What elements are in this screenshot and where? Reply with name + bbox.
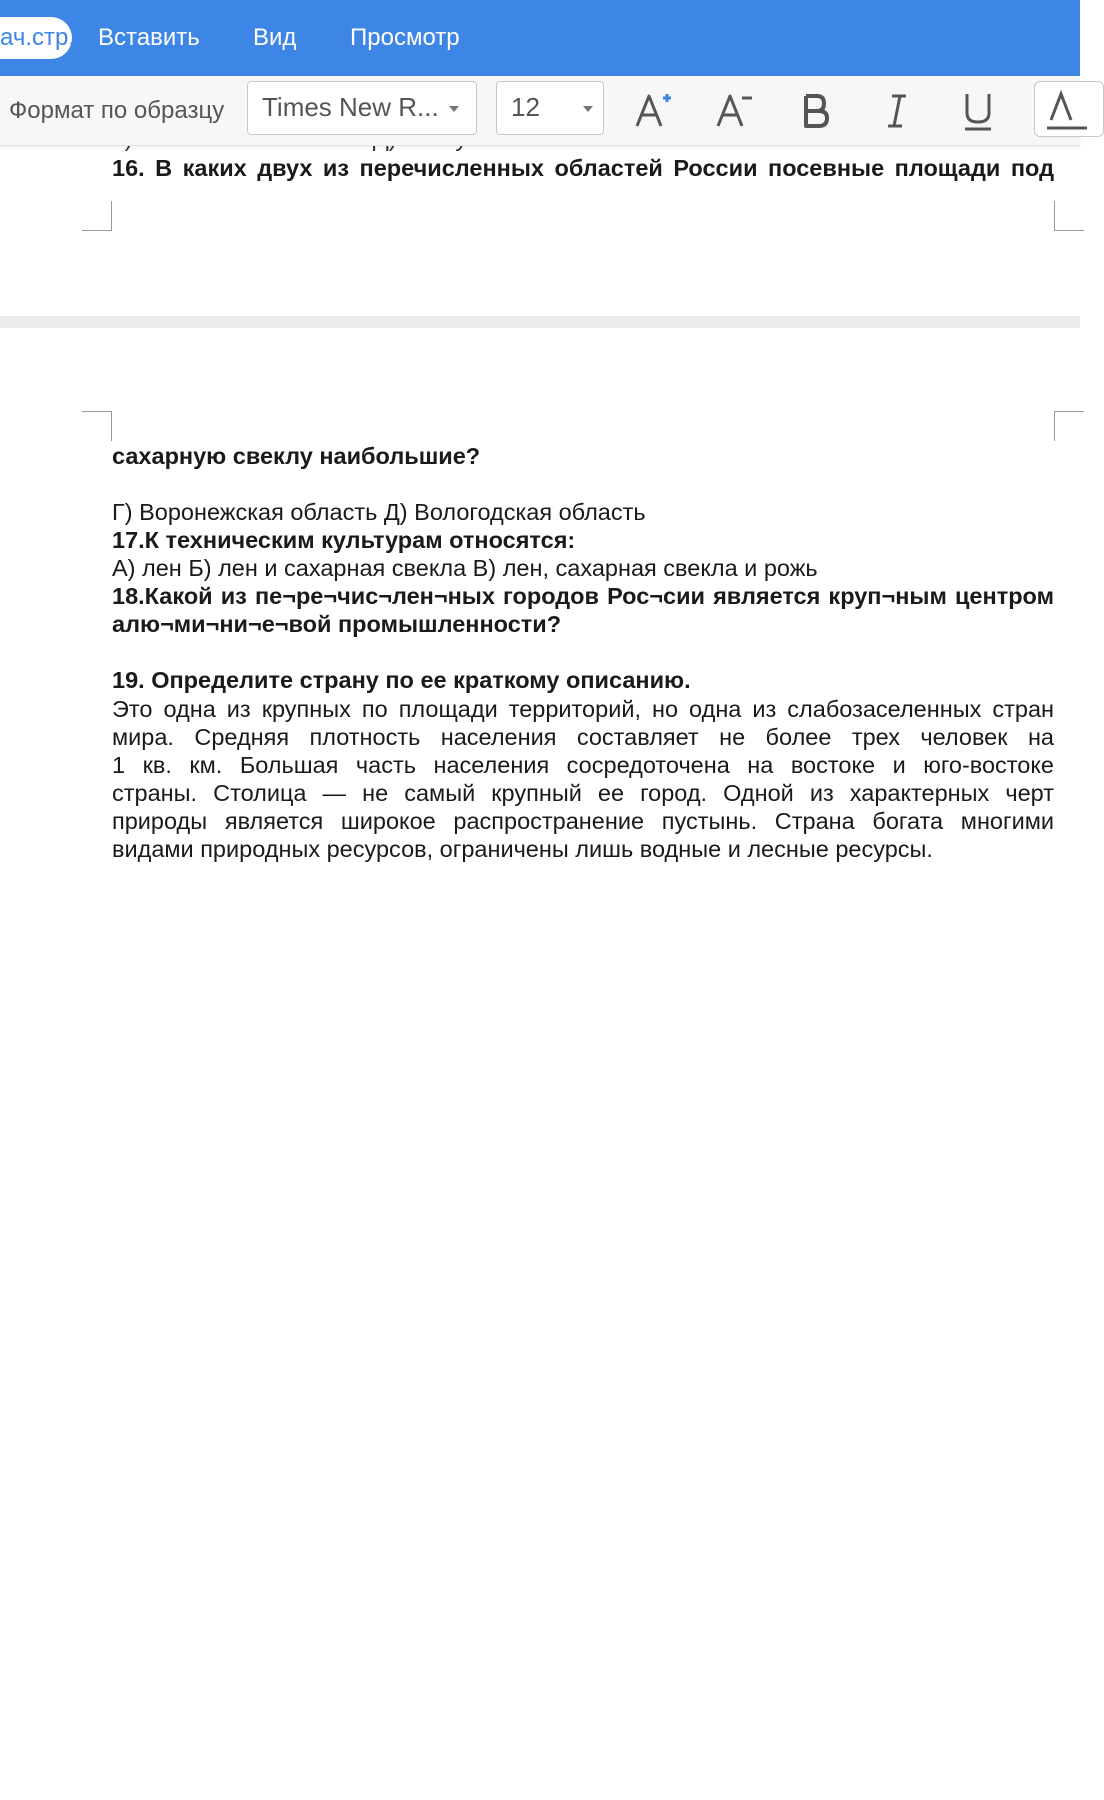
font-color-button[interactable] (1034, 81, 1104, 137)
menu-bar (0, 0, 1080, 76)
paragraph-line: природы является широкое распространение пустынь. Страна богата многими (112, 808, 1054, 834)
font-size-value: 12 (511, 92, 540, 122)
question-17-options: А) лен Б) лен и сахарная свекла В) лен, сахарная свекла и рожь (112, 555, 818, 581)
question-17-heading: 17.К техническим культурам относятся: (112, 527, 576, 553)
italic-button[interactable] (869, 84, 925, 138)
tab-review[interactable]: Просмотр (350, 24, 460, 51)
question-19-heading: 19. Определите страну по ее краткому описанию. (112, 667, 691, 693)
question-16-heading: 16. В каких двух из перечисленных областей России посевные площади под (112, 155, 1054, 181)
paragraph-line: страны. Столица — не самый крупный ее город. Одной из характерных черт (112, 780, 1054, 806)
bold-icon (794, 84, 838, 134)
formatting-toolbar (0, 76, 1080, 146)
question-18-heading: 18.Какой из пе¬ре¬чис¬лен¬ных городов Рос¬сии является круп¬ным центром (112, 583, 1054, 609)
chevron-down-icon (449, 106, 459, 112)
chevron-down-icon (583, 106, 593, 112)
paragraph-line: видами природных ресурсов, ограничены лишь водные и лесные ресурсы. (112, 836, 933, 862)
underline-icon (956, 84, 1000, 134)
font-name-dropdown[interactable] (247, 81, 477, 135)
paragraph-line: Это одна из крупных по площади территорий, но одна из слабозаселенных стран (112, 696, 1054, 722)
paragraph-line: мира. Средняя плотность населения составляет не более трех человек на (112, 724, 1054, 750)
decrease-font-button[interactable] (707, 84, 763, 138)
font-size-dropdown[interactable] (496, 81, 604, 135)
page-corner-mark (82, 411, 112, 441)
page-separator (0, 316, 1080, 328)
underline-button[interactable] (950, 84, 1006, 138)
question-18-heading-continued: алю¬ми¬ни¬е¬вой промышленности? (112, 611, 562, 637)
increase-font-button[interactable] (626, 84, 682, 138)
tab-insert[interactable]: Вставить (98, 24, 200, 51)
page-corner-mark (82, 201, 112, 231)
tab-home[interactable]: ач.стр. (0, 17, 72, 59)
page-corner-mark (1054, 411, 1084, 441)
increase-font-icon (632, 84, 676, 134)
bold-button[interactable] (788, 84, 844, 138)
question-16-heading-continued: сахарную свеклу наибольшие? (112, 443, 481, 469)
format-painter-button[interactable]: Формат по образцу (9, 97, 225, 124)
italic-icon (875, 84, 919, 134)
page-corner-mark (1054, 201, 1084, 231)
paragraph-line: 1 кв. км. Большая часть населения сосредоточена на востоке и юго-востоке (112, 752, 1054, 778)
decrease-font-icon (713, 84, 757, 134)
font-name-value: Times New R... (262, 92, 439, 122)
font-color-icon (1047, 84, 1087, 134)
document-canvas[interactable] (0, 146, 1080, 1800)
question-16-options-row2: Г) Воронежская область Д) Вологодская область (112, 499, 646, 525)
tab-view[interactable]: Вид (253, 24, 297, 51)
